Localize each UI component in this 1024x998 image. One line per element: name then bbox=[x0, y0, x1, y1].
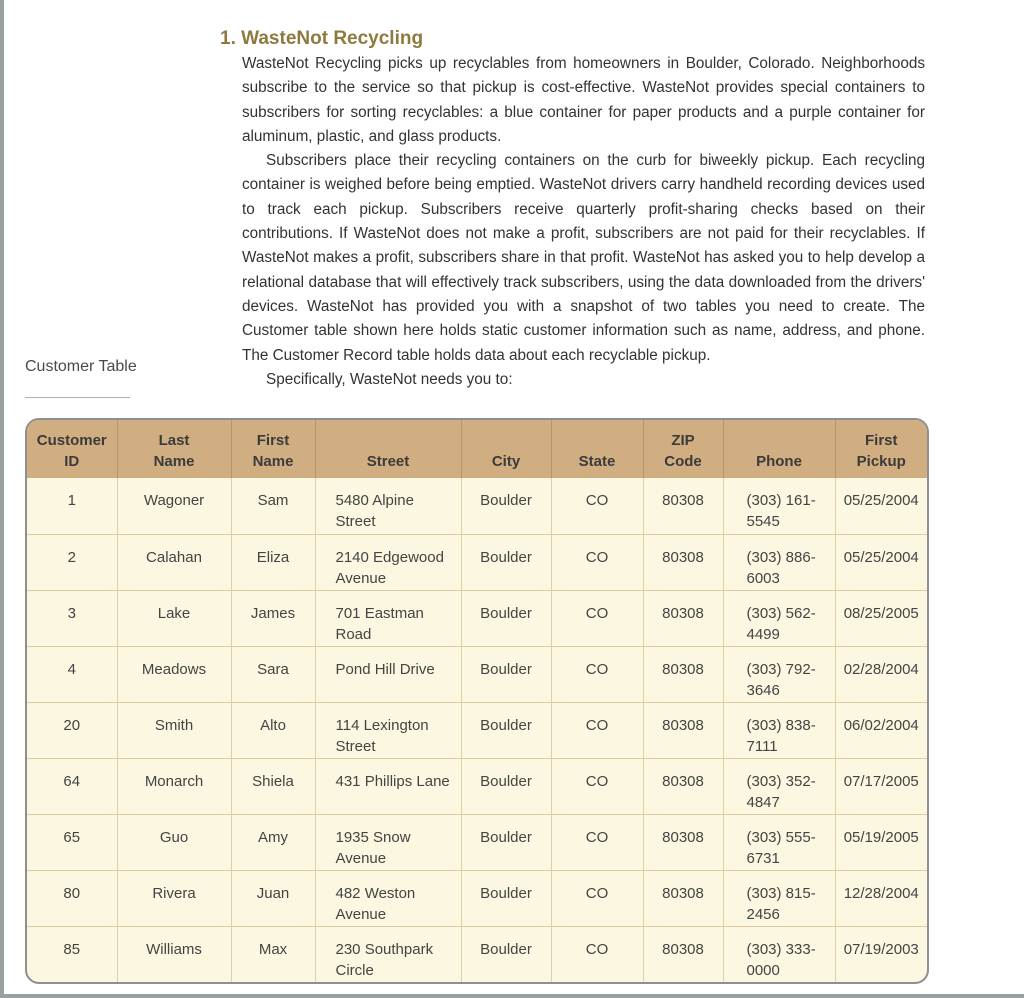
cell-zip-code: 80308 bbox=[643, 534, 723, 590]
table-row bbox=[27, 478, 927, 534]
cell-phone: (303) 838-7111 bbox=[723, 702, 835, 758]
cell-customer-id: 1 bbox=[27, 478, 117, 534]
cell-first-pickup: 05/19/2005 bbox=[835, 814, 927, 870]
cell-street: 482 Weston Avenue bbox=[315, 870, 461, 926]
cell-city: Boulder bbox=[461, 926, 551, 982]
column-header-text: Pickup bbox=[856, 453, 906, 470]
cell-state: CO bbox=[551, 702, 643, 758]
cell-zip-code: 80308 bbox=[643, 758, 723, 814]
paragraph-intro: WasteNot Recycling picks up recyclables from homeowners in Boulder, Colorado. Neighborhoods subscribe to the service so that pickup is cost-effective. WasteNot provides special containers to subscribers for sorting recyclables: a blue container for paper products and a purple container for aluminum, plastic, and glass products. bbox=[242, 55, 925, 145]
column-header-text: Code bbox=[664, 453, 702, 470]
cell-first-name: Max bbox=[231, 926, 315, 982]
section-heading: 1. WasteNot Recycling bbox=[220, 28, 424, 49]
column-header-state bbox=[551, 420, 643, 478]
section-body bbox=[242, 52, 925, 392]
column-header-text: Name bbox=[153, 453, 195, 470]
cell-first-name: Sara bbox=[231, 646, 315, 702]
cell-last-name: Calahan bbox=[117, 534, 231, 590]
cell-street: 5480 Alpine Street bbox=[315, 478, 461, 534]
table-row bbox=[27, 870, 927, 926]
cell-state: CO bbox=[551, 534, 643, 590]
cell-city: Boulder bbox=[461, 758, 551, 814]
cell-last-name: Williams bbox=[117, 926, 231, 982]
paragraph-details: Subscribers place their recycling containers on the curb for biweekly pickup. Each recycling container is weighed before being emptied. WasteNot drivers carry handheld recording devices used to track each pickup. Subscribers receive quarterly profit-sharing checks based on their contributions. If WasteNot does not make a profit, subscribers are not paid for their recyclables. If WasteNot makes a profit, subscribers share in that profit. WasteNot has asked you to help develop a relational database that will effectively track subscribers, using the data downloaded from the drivers' devices. WasteNot has provided you with a snapshot of two tables you need to create. The Customer table shown here holds static customer information such as name, address, and phone. The Customer Record table holds data about each recyclable pickup. bbox=[242, 152, 925, 364]
cell-street: 114 Lexington Street bbox=[315, 702, 461, 758]
cell-phone: (303) 562-4499 bbox=[723, 590, 835, 646]
customer-table-label: Customer Table bbox=[25, 358, 137, 375]
cell-street: 1935 Snow Avenue bbox=[315, 814, 461, 870]
paragraph-needs: Specifically, WasteNot needs you to: bbox=[266, 370, 513, 388]
cell-city: Boulder bbox=[461, 534, 551, 590]
cell-state: CO bbox=[551, 814, 643, 870]
cell-last-name: Smith bbox=[117, 702, 231, 758]
cell-city: Boulder bbox=[461, 814, 551, 870]
cell-phone: (303) 333-0000 bbox=[723, 926, 835, 982]
cell-state: CO bbox=[551, 478, 643, 534]
cell-last-name: Guo bbox=[117, 814, 231, 870]
cell-customer-id: 85 bbox=[27, 926, 117, 982]
cell-last-name: Meadows bbox=[117, 646, 231, 702]
cell-first-pickup: 12/28/2004 bbox=[835, 870, 927, 926]
cell-street: 2140 Edgewood Avenue bbox=[315, 534, 461, 590]
table-row bbox=[27, 702, 927, 758]
left-margin-rule bbox=[0, 0, 4, 998]
cell-first-pickup: 05/25/2004 bbox=[843, 492, 919, 509]
column-header-last-name bbox=[117, 420, 231, 478]
column-header-text: State bbox=[578, 453, 616, 470]
column-header-text: City bbox=[491, 453, 521, 470]
table-row bbox=[27, 646, 927, 702]
cell-first-name: Juan bbox=[231, 870, 315, 926]
cell-street: 431 Phillips Lane bbox=[315, 758, 461, 814]
cell-customer-id: 64 bbox=[27, 758, 117, 814]
cell-first-name: James bbox=[231, 590, 315, 646]
cell-first-name: Shiela bbox=[231, 758, 315, 814]
cell-zip-code: 80308 bbox=[643, 702, 723, 758]
column-header-text: ID bbox=[64, 453, 80, 470]
cell-street: 701 Eastman Road bbox=[315, 590, 461, 646]
column-header-customer-id bbox=[27, 420, 117, 478]
cell-city: Boulder bbox=[461, 590, 551, 646]
cell-street: 230 Southpark Circle bbox=[315, 926, 461, 982]
cell-first-name: Alto bbox=[231, 702, 315, 758]
cell-state: CO bbox=[551, 758, 643, 814]
column-header-first-pickup bbox=[835, 420, 927, 478]
table-row bbox=[27, 534, 927, 590]
column-header-zip-code bbox=[643, 420, 723, 478]
cell-state: CO bbox=[551, 590, 643, 646]
cell-state: CO bbox=[551, 646, 643, 702]
table-row bbox=[27, 814, 927, 870]
cell-zip-code: 80308 bbox=[643, 926, 723, 982]
cell-customer-id: 3 bbox=[27, 590, 117, 646]
customer-table bbox=[25, 418, 929, 984]
table-body bbox=[27, 478, 927, 982]
column-header-text: Last bbox=[158, 432, 190, 449]
cell-last-name: Rivera bbox=[117, 870, 231, 926]
cell-phone: (303) 886-6003 bbox=[723, 534, 835, 590]
cell-zip-code: 80308 bbox=[643, 478, 723, 534]
cell-city: Boulder bbox=[461, 870, 551, 926]
cell-state: CO bbox=[551, 870, 643, 926]
cell-street: Pond Hill Drive bbox=[315, 646, 461, 702]
cell-first-name: Sam bbox=[231, 478, 315, 534]
cell-first-pickup: 07/17/2005 bbox=[835, 758, 927, 814]
label-underline bbox=[25, 397, 130, 398]
column-header-text: First bbox=[864, 432, 898, 449]
cell-state: CO bbox=[551, 926, 643, 982]
column-header-text: Street bbox=[366, 453, 410, 470]
cell-last-name: Wagoner bbox=[117, 478, 231, 534]
cell-first-pickup: 05/25/2004 bbox=[835, 534, 927, 590]
cell-customer-id: 80 bbox=[27, 870, 117, 926]
cell-customer-id: 2 bbox=[27, 534, 117, 590]
cell-last-name: Lake bbox=[117, 590, 231, 646]
table-row bbox=[27, 590, 927, 646]
cell-first-name: Amy bbox=[231, 814, 315, 870]
cell-zip-code: 80308 bbox=[643, 590, 723, 646]
customer-table-grid bbox=[27, 420, 927, 982]
cell-first-pickup: 02/28/2004 bbox=[835, 646, 927, 702]
cell-first-pickup: 06/02/2004 bbox=[835, 702, 927, 758]
cell-first-name: Eliza bbox=[231, 534, 315, 590]
cell-zip-code: 80308 bbox=[643, 814, 723, 870]
cell-customer-id: 20 bbox=[27, 702, 117, 758]
cell-phone: (303) 161-5545 bbox=[723, 478, 835, 534]
cell-customer-id: 4 bbox=[27, 646, 117, 702]
cell-last-name: Monarch bbox=[117, 758, 231, 814]
cell-zip-code: 80308 bbox=[643, 870, 723, 926]
cell-phone: (303) 792-3646 bbox=[723, 646, 835, 702]
cell-phone: (303) 352-4847 bbox=[723, 758, 835, 814]
table-row bbox=[27, 926, 927, 982]
column-header-text: First bbox=[256, 432, 290, 449]
column-header-text: Phone bbox=[756, 453, 802, 470]
cell-city: Boulder bbox=[461, 646, 551, 702]
cell-phone: (303) 815-2456 bbox=[723, 870, 835, 926]
column-header-first-name bbox=[231, 420, 315, 478]
column-header-street bbox=[315, 420, 461, 478]
table-row bbox=[27, 758, 927, 814]
column-header-text: ZIP bbox=[671, 432, 695, 449]
cell-phone: (303) 555-6731 bbox=[723, 814, 835, 870]
cell-first-pickup: 07/19/2003 bbox=[835, 926, 927, 982]
column-header-text: Name bbox=[252, 453, 294, 470]
column-header-phone bbox=[723, 420, 835, 478]
bottom-page-rule bbox=[0, 994, 1024, 998]
cell-city: Boulder bbox=[461, 702, 551, 758]
cell-first-pickup: 08/25/2005 bbox=[835, 590, 927, 646]
cell-city: Boulder bbox=[461, 478, 551, 534]
cell-zip-code: 80308 bbox=[643, 646, 723, 702]
cell-customer-id: 65 bbox=[27, 814, 117, 870]
table-header-row bbox=[27, 420, 927, 478]
column-header-text: Customer bbox=[36, 432, 107, 449]
column-header-city bbox=[461, 420, 551, 478]
